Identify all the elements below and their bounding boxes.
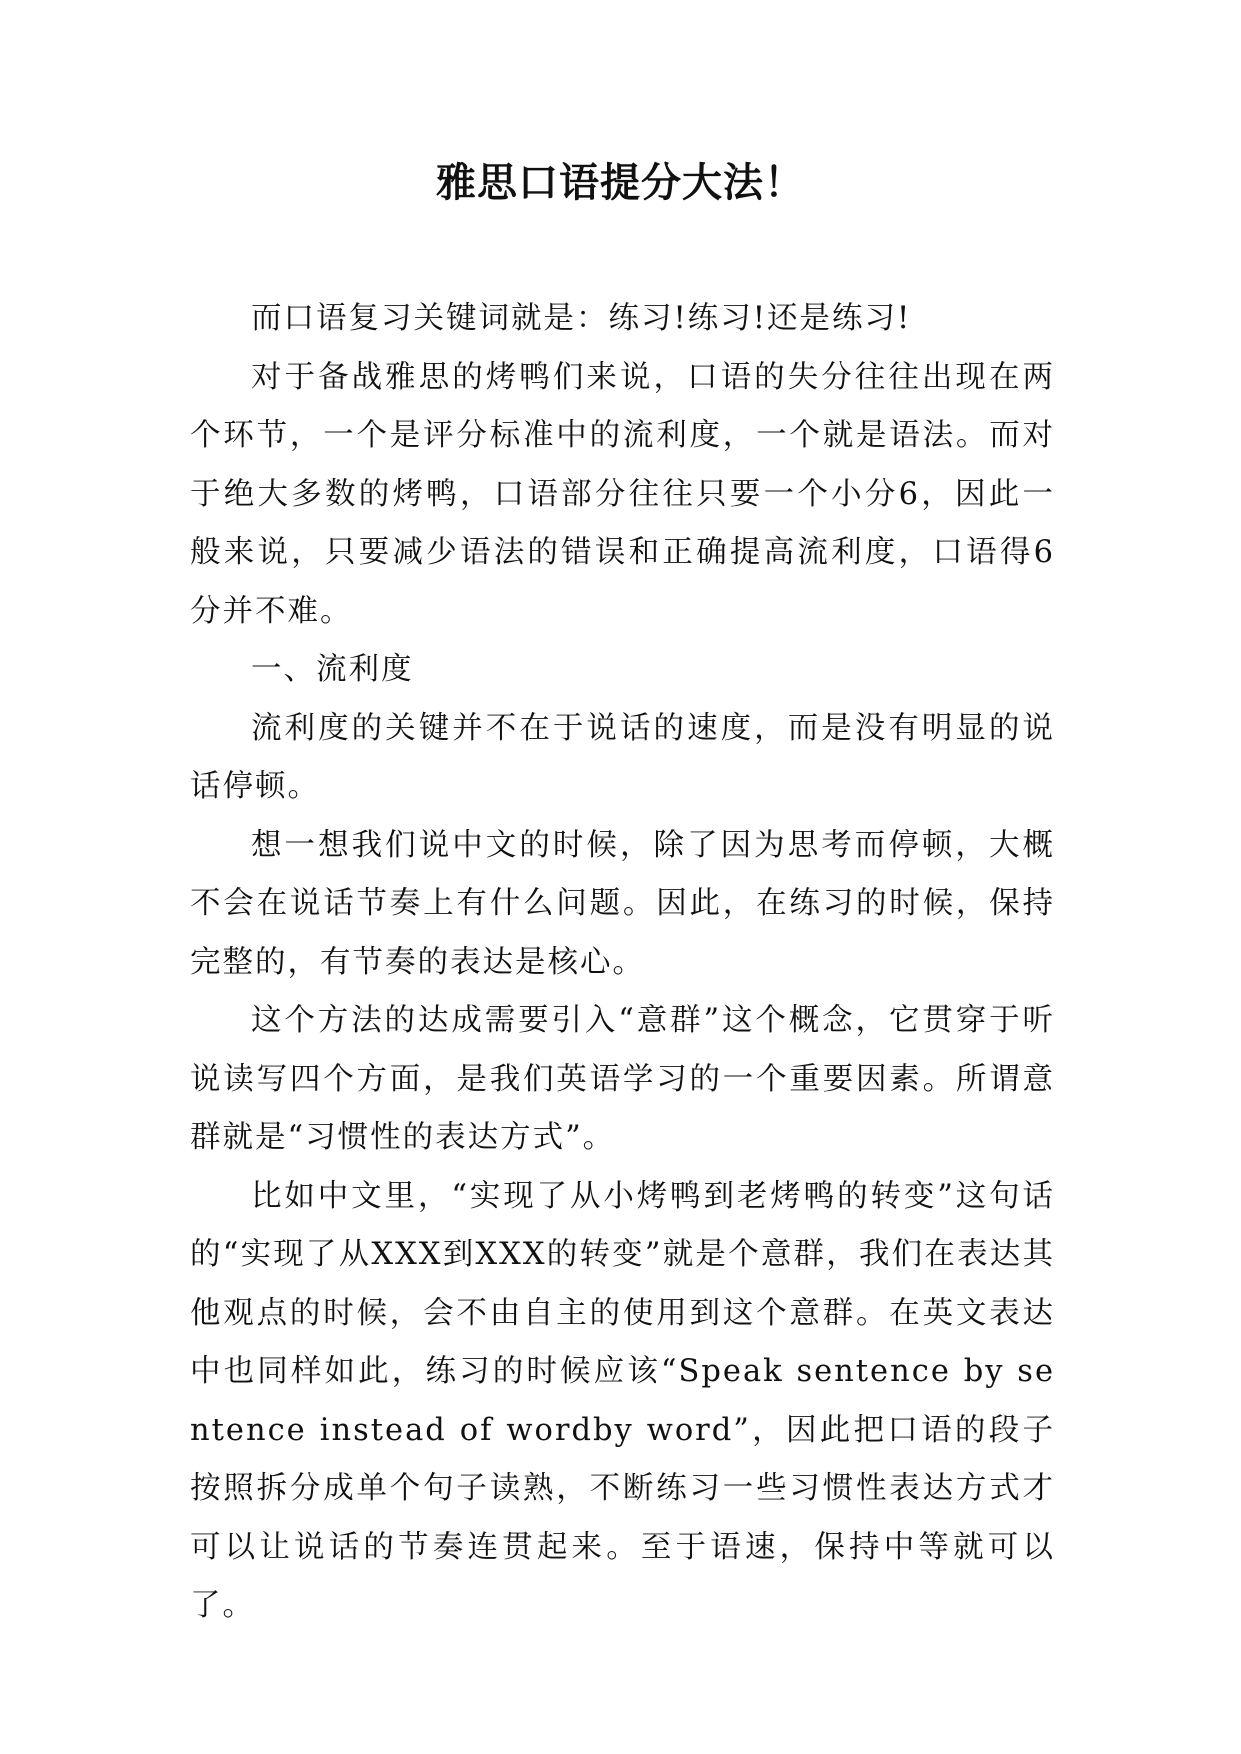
paragraph-fluency-key: 流利度的关键并不在于说话的速度，而是没有明显的说话停顿。 bbox=[190, 710, 1055, 804]
section-heading-fluency: 一、流利度 bbox=[251, 652, 414, 687]
paragraph-chinese-speaking: 想一想我们说中文的时候，除了因为思考而停顿，大概不会在说话节奏上有什么问题。因此，在练习的时候，保持完整的，有节奏的表达是核心。 bbox=[190, 827, 1055, 980]
paragraph-overview: 对于备战雅思的烤鸭们来说，口语的失分往往出现在两个环节，一个是评分标准中的流利度，一个就是语法。而对于绝大多数的烤鸭，口语部分往往只要一个小分6，因此一般来说，只要减少语法的错误和正确提高流利度，口语得6分并不难。 bbox=[190, 359, 1055, 629]
paragraph-intro: 而口语复习关键词就是：练习!练习!还是练习! bbox=[251, 301, 912, 336]
paragraph-example: 比如中文里，“实现了从小烤鸭到老烤鸭的转变”这句话的“实现了从XXX到XXX的转变”就是个意群，我们在表达其他观点的时候，会不由自主的使用到这个意群。在英文表达中也同样如此，练习的时候应该“Speak sentence by sentence instead of wordby word”，因此把口语的段子按照拆分成单个句子读熟，不断练习一些习惯性表达方式才可以让说话的节奏连贯起来。至于语速，保持中等就可以了。 bbox=[190, 1178, 1055, 1623]
paragraph-sense-group: 这个方法的达成需要引入“意群”这个概念，它贯穿于听说读写四个方面，是我们英语学习的一个重要因素。所谓意群就是“习惯性的表达方式”。 bbox=[190, 1003, 1055, 1155]
document-title: 雅思口语提分大法！ bbox=[436, 160, 805, 206]
document-body bbox=[190, 290, 1055, 1636]
